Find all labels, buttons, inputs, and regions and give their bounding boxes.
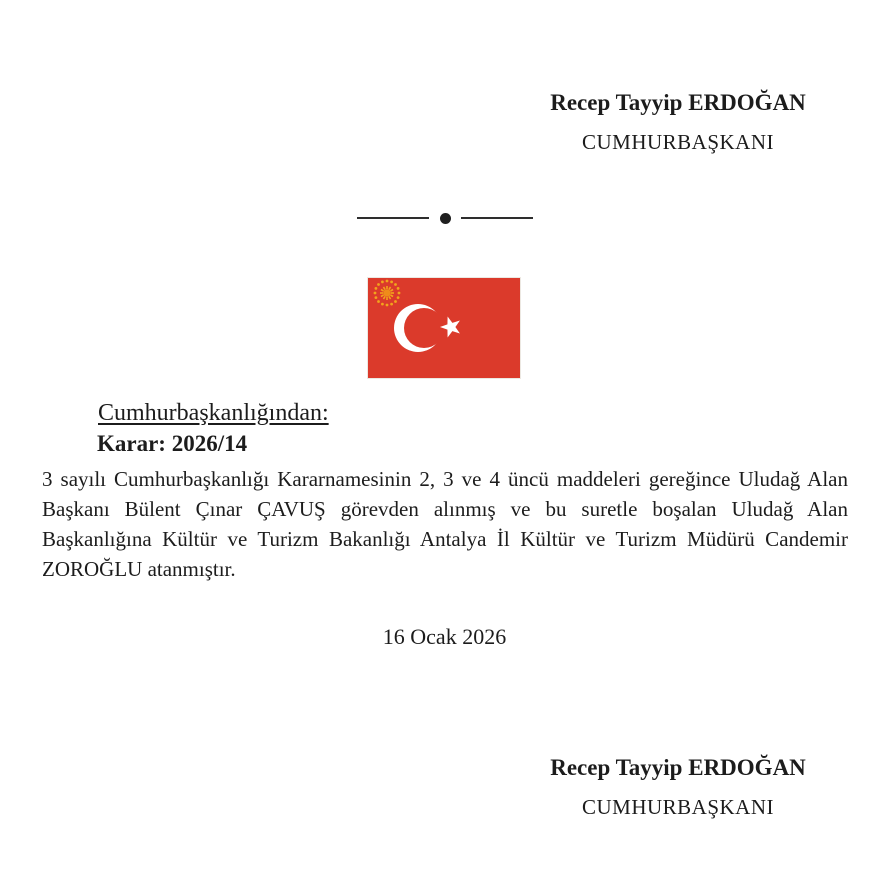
divider-line-right (461, 217, 533, 219)
top-signature-block (540, 88, 816, 157)
president-name: Recep Tayyip ERDOĞAN (550, 90, 806, 115)
decree-date: 16 Ocak 2026 (382, 624, 507, 649)
divider-dot (440, 213, 451, 224)
line-dot-line-ornament (357, 208, 533, 228)
issuer-heading: Cumhurbaşkanlığından: (98, 400, 329, 426)
decision-number: Karar: 2026/14 (97, 431, 248, 456)
president-title: CUMHURBAŞKANI (581, 795, 775, 819)
turkish-presidential-flag-icon (368, 278, 520, 378)
decree-body-paragraph: 3 sayılı Cumhurbaşkanlığı Kararnamesinin 2, 3 ve 4 üncü maddeleri gereğince Uludağ Alan Başkanı Bülent Çınar ÇAVUŞ görevden alınmış ve bu suretle boşalan Uludağ Alan Başkanlığına Kültür ve Turizm Bakanlığı Antalya İl Kültür ve Turizm Müdürü Candemir ZOROĞLU atanmıştır. (42, 467, 848, 581)
divider-line-left (357, 217, 429, 219)
bottom-signature-block (540, 753, 816, 822)
president-title: CUMHURBAŞKANI (581, 130, 775, 154)
president-name: Recep Tayyip ERDOĞAN (550, 755, 806, 780)
sun-core (383, 289, 391, 297)
